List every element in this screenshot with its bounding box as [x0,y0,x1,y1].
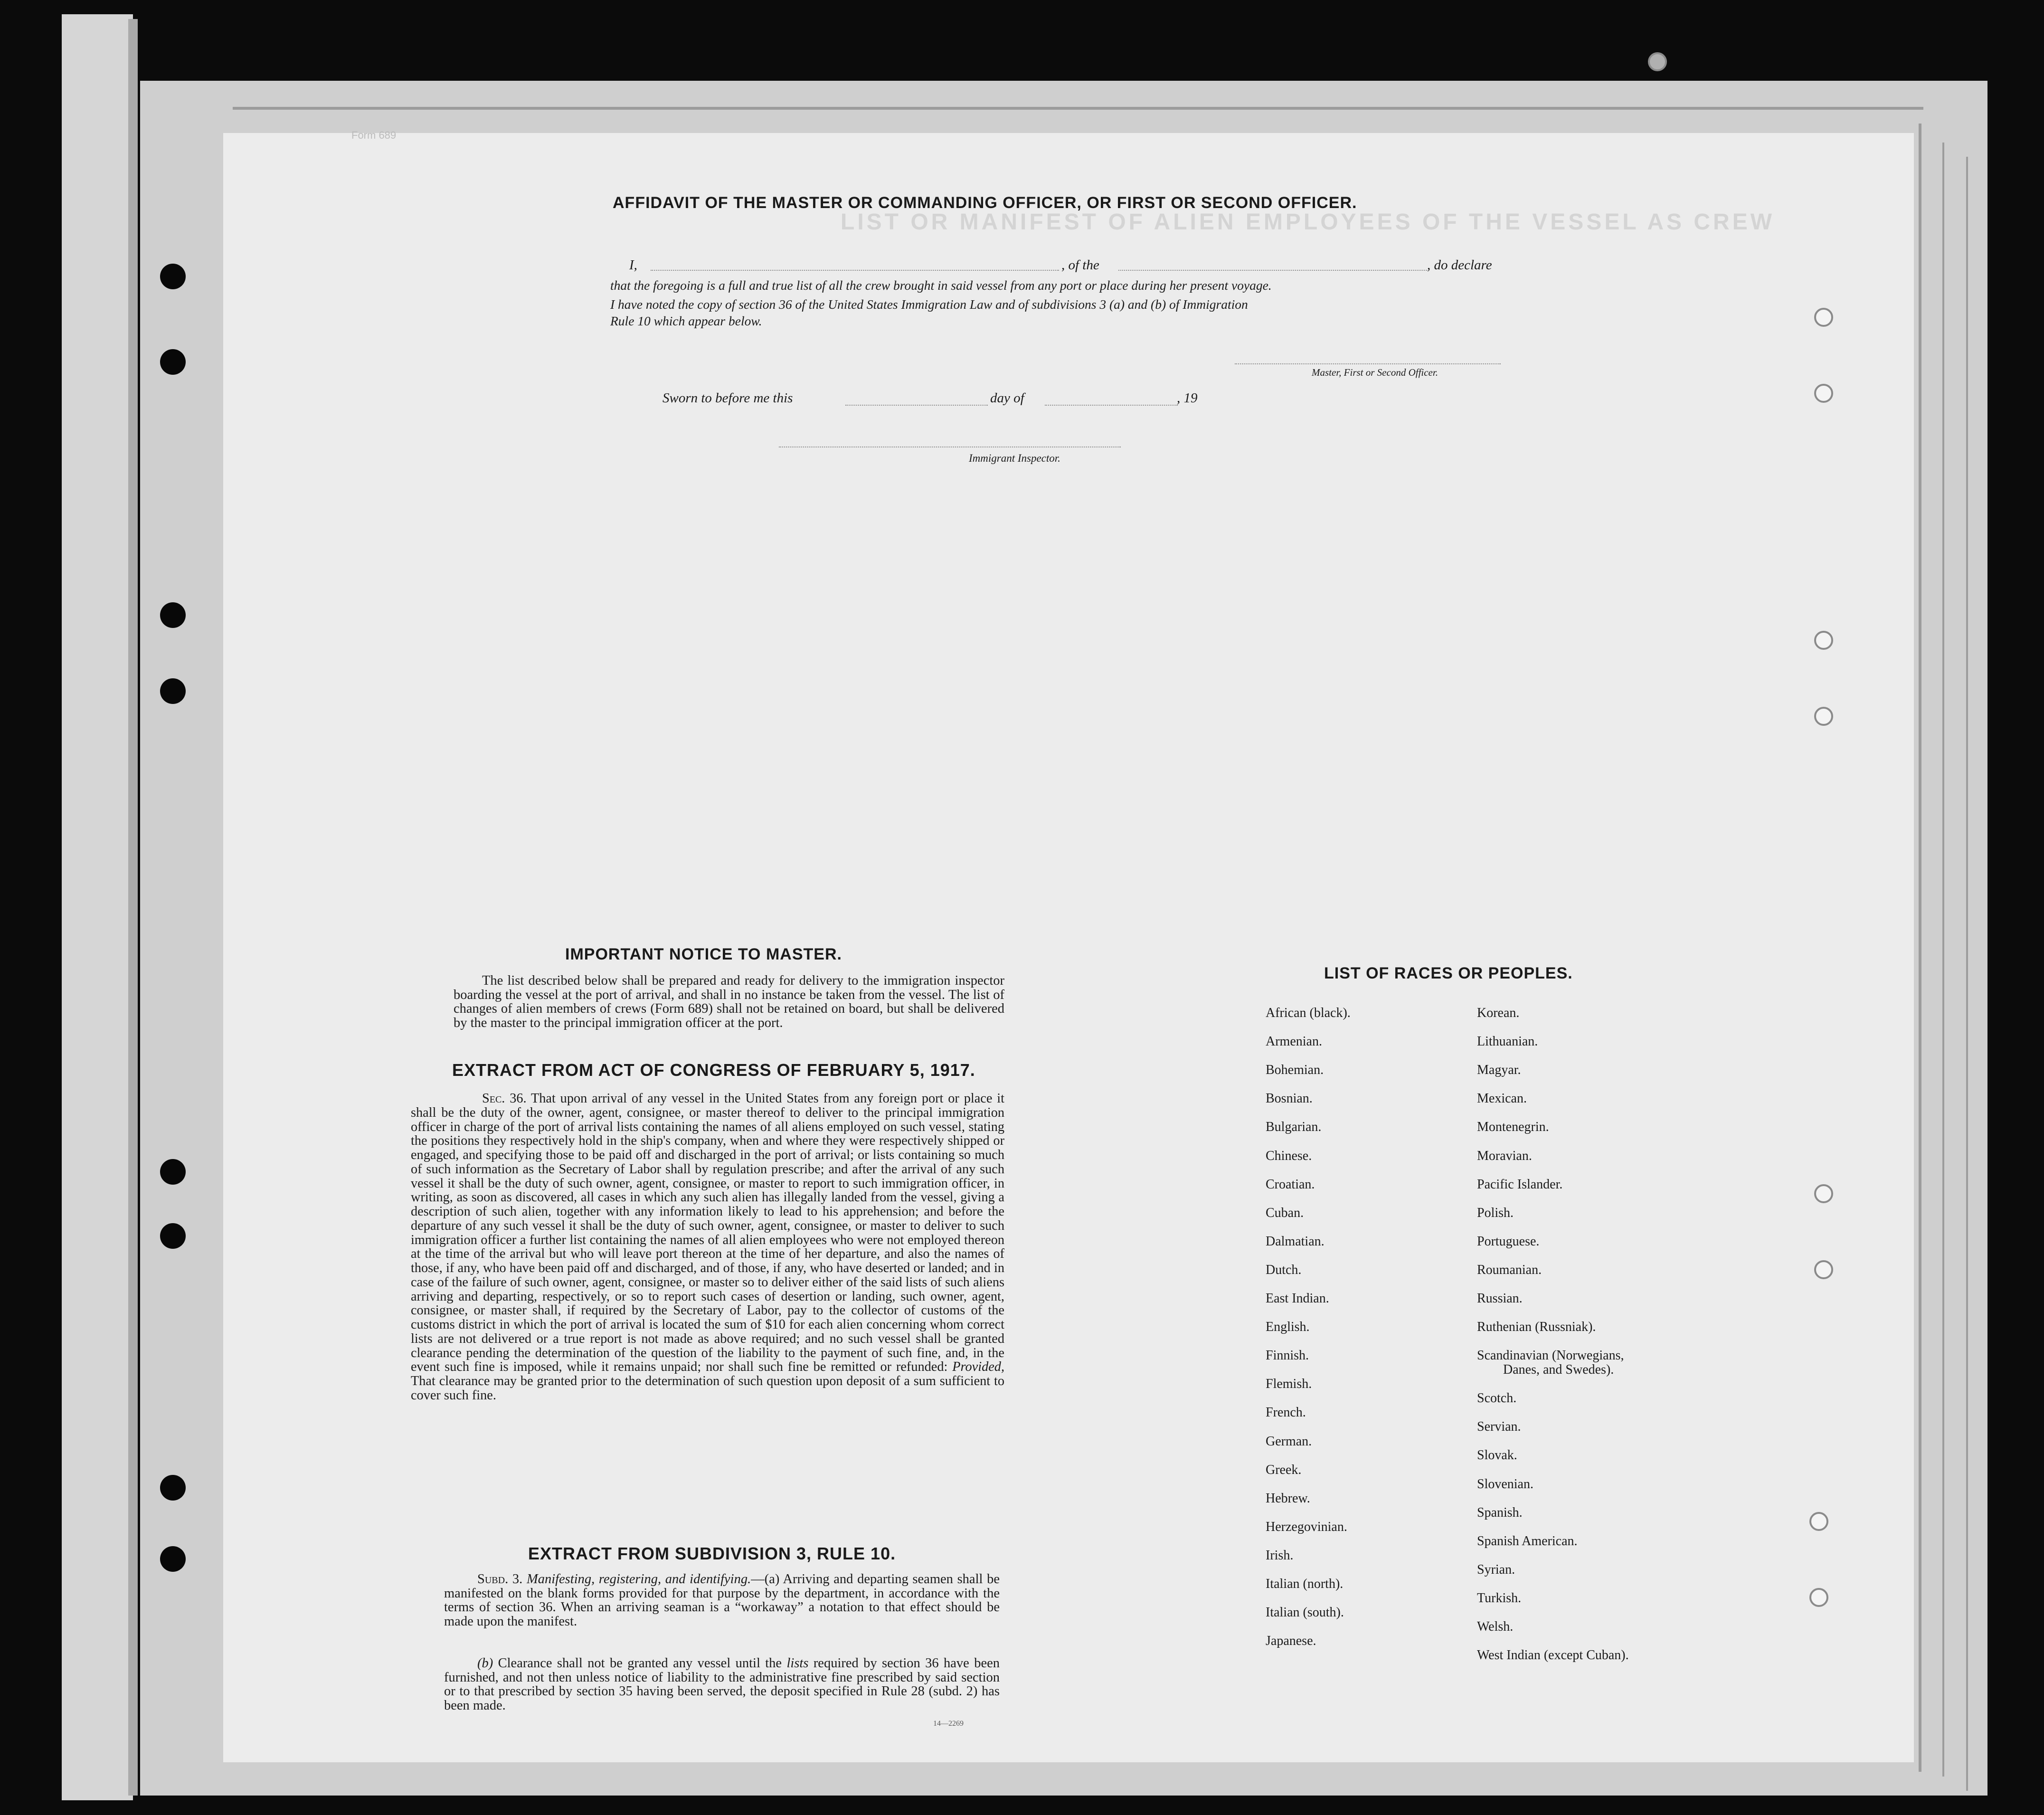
race-item: Spanish. [1477,1505,1523,1520]
notice-title: IMPORTANT NOTICE TO MASTER. [565,945,842,963]
race-item: Korean. [1477,1006,1520,1020]
sworn-day-line [845,405,988,406]
race-item: Lithuanian. [1477,1034,1538,1049]
race-item: Syrian. [1477,1562,1515,1577]
race-item: Dalmatian. [1266,1234,1325,1249]
race-item: Servian. [1477,1419,1521,1435]
race-item: Cuban. [1266,1205,1304,1220]
race-item: Armenian. [1266,1034,1322,1049]
race-item: Irish. [1266,1548,1294,1563]
race-item: Montenegrin. [1477,1120,1549,1135]
section-body-end: That clearance may be granted prior to the determination of such question upon deposit of a sum sufficient to cover such fine. [411,1374,1004,1403]
race-item: Herzegovinian. [1266,1519,1347,1534]
page-edge-right-3 [1966,157,1968,1791]
punch-hole [160,1223,186,1249]
binding-strip-edge [128,19,138,1796]
print-code: 14—2269 [933,1720,964,1728]
ring-hole [1814,707,1833,726]
sworn-text: Sworn to before me this [662,390,793,406]
ring-hole [1814,308,1833,327]
rule-subdivision-a [444,1572,1000,1628]
race-item: Magyar. [1477,1063,1521,1078]
vessel-line [1118,270,1427,271]
punch-hole [160,1475,186,1501]
race-item: Slovak. [1477,1448,1517,1463]
punch-hole [160,602,186,628]
race-item: Portuguese. [1477,1234,1540,1249]
ring-hole [1814,631,1833,650]
race-item: English. [1266,1320,1310,1335]
name-line [651,270,1059,271]
form-number: Form 689 [351,129,397,141]
provided-word: Provided, [952,1359,1005,1375]
rule-extract-title: EXTRACT FROM SUBDIVISION 3, RULE 10. [528,1544,896,1563]
race-item: German. [1266,1434,1312,1449]
race-item: Greek. [1266,1462,1302,1477]
subd-label: Subd. 3. [477,1572,523,1587]
punch-hole [160,678,186,704]
punch-hole [160,1159,186,1185]
affidavit-line-4: Rule 10 which appear below. [610,314,762,328]
race-item: Japanese. [1266,1634,1316,1649]
race-item: Russian. [1477,1291,1523,1306]
affidavit-i: I, [629,257,637,273]
page-edge-right [1919,124,1921,1772]
race-item: Croatian. [1266,1177,1315,1192]
punch-hole [160,264,186,289]
faded-manifest-title: LIST OR MANIFEST OF ALIEN EMPLOYEES OF THE VESSEL AS CREW [841,209,1775,235]
punch-hole [160,349,186,375]
punch-hole [160,1546,186,1572]
section-label: Sec. 36. [482,1091,527,1106]
affidavit-title: AFFIDAVIT OF THE MASTER OR COMMANDING OFFICER, OR FIRST OR SECOND OFFICER. [613,194,1357,212]
race-item: Mexican. [1477,1091,1527,1106]
race-item: West Indian (except Cuban). [1477,1648,1629,1663]
race-item: French. [1266,1405,1306,1420]
page-edge-top [233,107,1923,110]
subd-b-text-2: required by section 36 have been furnished, and not then unless notice of liability to the administrative fine prescribed by said section or to that prescribed by section 35 having been served, the deposit specified in Rule 28 (subd. 2) has been made. [444,1656,1000,1713]
ring-hole [1814,1260,1833,1279]
subd-b-label: (b) [477,1656,493,1671]
act-extract-title: EXTRACT FROM ACT OF CONGRESS OF FEBRUARY 5, 1917. [452,1060,975,1080]
section-body: That upon arrival of any vessel in the United States from any foreign port or place it shall be the duty of the owner, agent, consignee, or master thereof to deliver to the principal immigration officer in charge of the port of arrival lists containing the names of all aliens employed on such vessel, stating the positions they respectively hold in the ship's company, when and where they were respectively shipped or engaged, and specifying those to be paid off and discharged in the port of arrival; or lists containing so much of such information as the Secretary of Labor shall by regulation prescribe; and after the arrival of any such vessel it shall be the duty of such owner, agent, consignee, or master to report to such immigration officer, in writing, as soon as discovered, all cases in which any such alien has illegally landed from the vessel, giving a description of such alien, together with any information likely to lead to his apprehension; and before the departure of any such vessel it shall be the duty of such owner, agent, consignee, or master to deliver to such immigration officer a further list containing the names of all alien employees who were not employed thereon at the time of the arrival but who will leave port thereon at the time of her departure, and also the names of those, if any, who have been paid off and discharged, and of those, if any, who have deserted or landed; and in case of the failure of such owner, agent, consignee, or master so to deliver either of the said lists of such aliens arriving and departing, respectively, or so to report such cases of desertion or landing, such owner, agent, consignee, or master shall, if required by the Secretary of Labor, pay to the collector of customs of the customs district in which the port of arrival is located the sum of $10 for each alien concerning whom correct lists are not delivered or a true report is not made as above required; and no such vessel shall be granted clearance pending the determination of the question of the liability to the payment of such fine, and, in the event such fine is imposed, while it remains unpaid; nor shall such fine be remitted or refunded: [411,1091,1004,1375]
race-item: Polish. [1477,1205,1514,1220]
notice-body: The list described below shall be prepared and ready for delivery to the immigration inspector boarding the vessel at the port of arrival, and shall in no instance be taken from the vessel. The list of changes of alien members of crews (Form 689) shall not be retained on board, but shall be delivered by the master to the principal immigration officer at the port. [454,973,1004,1030]
race-item: Roumanian. [1477,1262,1542,1277]
race-item: Ruthenian (Russniak). [1477,1320,1596,1335]
race-item: Chinese. [1266,1148,1312,1163]
subd-heading: Manifesting, registering, and identifying. [526,1572,751,1587]
affidavit-line-3: I have noted the copy of section 36 of the United States Immigration Law and of subdivisions 3 (a) and (b) of Immigration [610,297,1248,312]
race-item: Finnish. [1266,1348,1309,1363]
ring-hole [1814,1184,1833,1203]
race-item: Slovenian. [1477,1476,1533,1492]
master-signature-line [1235,363,1501,364]
page-edge-right-2 [1942,143,1944,1777]
race-item: Italian (north). [1266,1577,1344,1591]
race-item: African (black). [1266,1006,1351,1020]
subd-b-text-1: Clearance shall not be granted any vessel until the [498,1656,782,1671]
affidavit-declare: , do declare [1427,257,1492,273]
race-item: Dutch. [1266,1262,1302,1277]
race-item: Hebrew. [1266,1491,1310,1506]
ring-hole [1809,1512,1828,1531]
race-item: Pacific Islander. [1477,1177,1563,1192]
ring-hole [1648,52,1667,71]
race-item: Scandinavian (Norwegians, [1477,1348,1624,1363]
race-item: Moravian. [1477,1148,1532,1163]
affidavit-of-the: , of the [1061,257,1099,273]
race-item: Italian (south). [1266,1605,1344,1620]
subd-para-a: —(a) Arriving and departing seamen shall be manifested on the blank forms provided for that purpose by the department, in accordance with the terms of section 36. When an arriving seaman is a “workaway” a notation to that effect should be made upon the manifest. [444,1572,1000,1629]
race-item: Bosnian. [1266,1091,1313,1106]
document-page [223,129,1914,1762]
subd-b-lists: lists [786,1656,809,1671]
race-item: Danes, and Swedes). [1503,1362,1614,1378]
binding-strip [62,14,133,1800]
day-of-text: day of [990,390,1024,406]
race-item: Scotch. [1477,1391,1517,1406]
race-item: Flemish. [1266,1377,1312,1392]
race-item: Spanish American. [1477,1533,1578,1549]
ring-hole [1814,384,1833,403]
race-item: East Indian. [1266,1291,1329,1306]
rule-subdivision-b [444,1656,1000,1712]
year-text: , 19 [1177,390,1198,406]
race-item: Bulgarian. [1266,1120,1322,1135]
ring-hole [1809,1588,1828,1607]
sworn-month-line [1045,405,1178,406]
race-item: Welsh. [1477,1619,1514,1634]
affidavit-line-2: that the foregoing is a full and true list of all the crew brought in said vessel from any port or place during her present voyage. [610,278,1272,293]
master-caption: Master, First or Second Officer. [1312,367,1438,378]
inspector-caption: Immigrant Inspector. [969,452,1060,464]
races-title: LIST OF RACES OR PEOPLES. [1324,964,1573,982]
race-item: Turkish. [1477,1590,1522,1606]
act-section-36 [411,1092,1004,1403]
race-item: Bohemian. [1266,1063,1324,1078]
